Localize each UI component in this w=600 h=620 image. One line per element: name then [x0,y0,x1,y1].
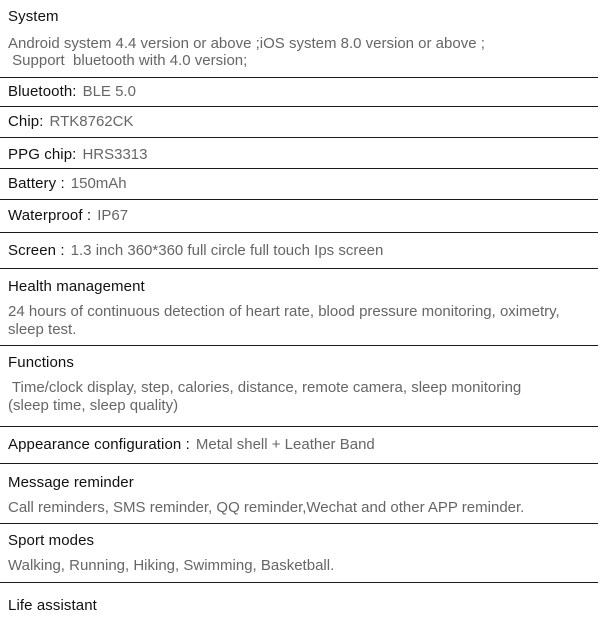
divider [0,199,598,200]
bluetooth-value: BLE 5.0 [82,83,136,100]
appearance-row [8,436,600,454]
divider [0,268,598,269]
ppg-chip-row [8,146,600,164]
divider [0,137,598,138]
screen-value: 1.3 inch 360*360 full circle full touch Ips screen [70,242,384,259]
message-desc: Call reminders, SMS reminder, QQ reminder,Wechat and other APP reminder. [8,499,525,516]
battery-value: 150mAh [70,175,127,192]
ppg-chip-value: HRS3313 [82,146,148,163]
divider [0,523,598,524]
functions-desc-line2: (sleep time, sleep quality) [8,397,179,414]
ppg-chip-label: PPG chip: [8,146,77,163]
bluetooth-label: Bluetooth: [8,83,77,100]
chip-value: RTK8762CK [49,113,134,130]
divider [0,232,598,233]
screen-row [8,242,600,260]
divider [0,345,598,346]
health-desc-line2: sleep test. [8,321,77,338]
battery-row [8,175,600,193]
system-title: System [8,8,59,25]
health-title: Health management [8,278,145,295]
divider [0,106,598,107]
battery-label: Battery : [8,175,65,192]
waterproof-label: Waterproof : [8,207,92,224]
system-desc-line2: Support bluetooth with 4.0 version; [8,52,248,69]
chip-row [8,113,600,131]
waterproof-row [8,207,600,225]
sport-desc: Walking, Running, Hiking, Swimming, Basketball. [8,557,335,574]
chip-label: Chip: [8,113,44,130]
divider [0,426,598,427]
screen-label: Screen : [8,242,65,259]
life-title: Life assistant [8,597,97,614]
divider [0,582,598,583]
divider [0,463,598,464]
divider [0,168,598,169]
bluetooth-row [8,83,600,101]
health-desc-line1: 24 hours of continuous detection of heart rate, blood pressure monitoring, oximetry, [8,303,560,320]
functions-title: Functions [8,354,74,371]
divider [0,77,598,78]
appearance-label: Appearance configuration : [8,436,190,453]
appearance-value: Metal shell + Leather Band [195,436,375,453]
waterproof-value: IP67 [97,207,129,224]
system-desc-line1: Android system 4.4 version or above ;iOS system 8.0 version or above ; [8,35,485,52]
sport-title: Sport modes [8,532,95,549]
functions-desc-line1: Time/clock display, step, calories, distance, remote camera, sleep monitoring [8,379,522,396]
message-title: Message reminder [8,474,134,491]
